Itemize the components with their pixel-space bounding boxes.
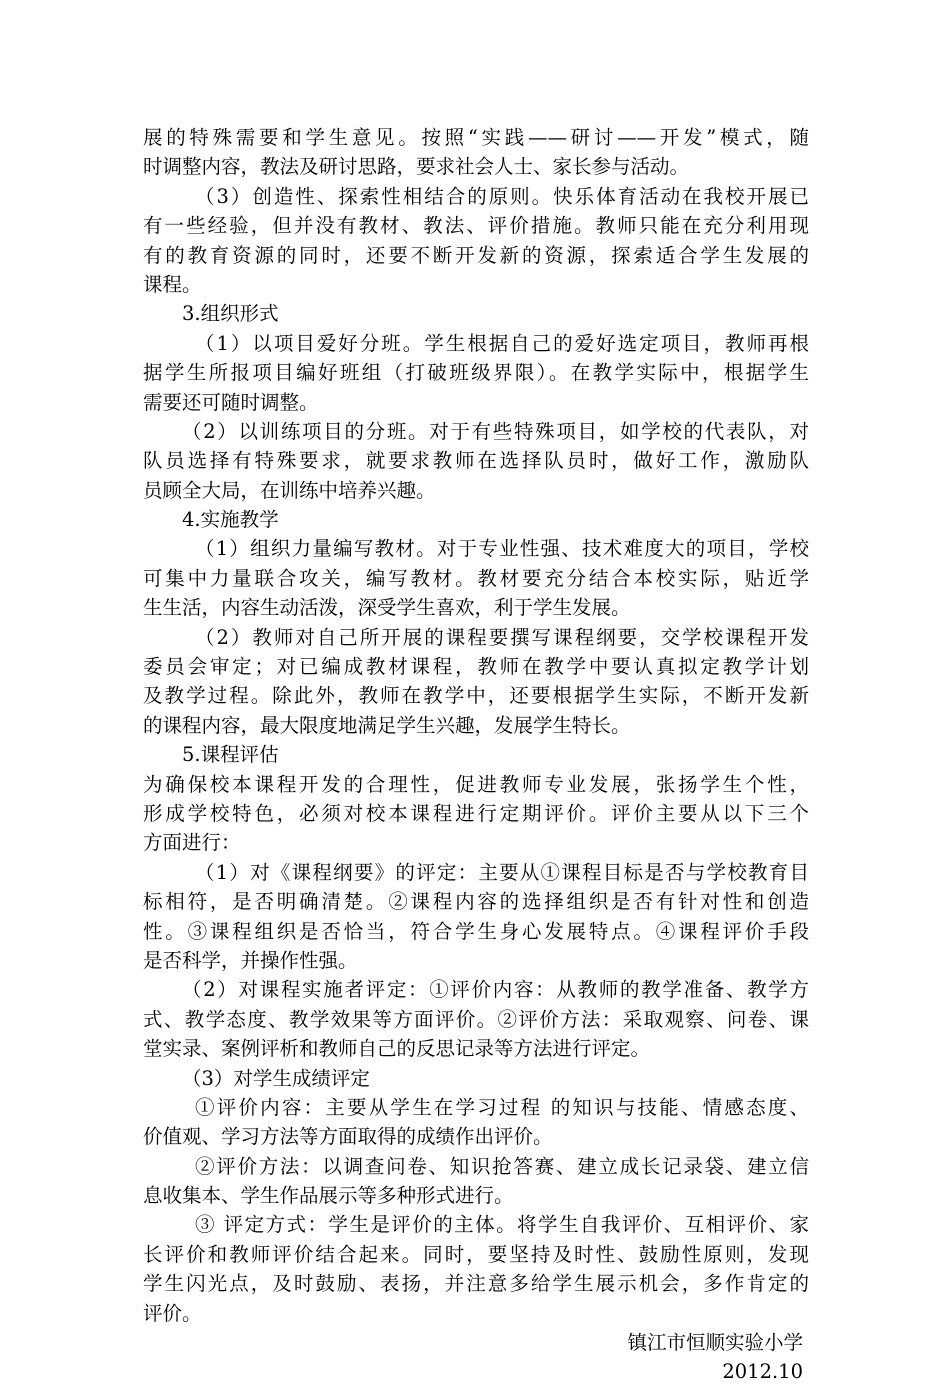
text-line: ③ 评定方式：学生是评价的主体。将学生自我评价、互相评价、家 — [195, 1213, 809, 1237]
text-line: 需要还可随时调整。 — [143, 390, 319, 414]
text-line: 有的教育资源的同时，还要不断开发新的资源，探索适合学生发展的 — [143, 243, 809, 267]
text-line: 队员选择有特殊要求，就要求教师在选择队员时，做好工作，激励队 — [143, 449, 809, 473]
text-line: 式、教学态度、教学效果等方面评价。②评价方法：采取观察、问卷、课 — [143, 1007, 809, 1031]
text-line: 价值观、学习方法等方面取得的成绩作出评价。 — [143, 1125, 553, 1149]
text-line: 学生闪光点，及时鼓励、表扬，并注意多给学生展示机会，多作肯定的 — [143, 1272, 809, 1296]
text-line: （3）对学生成绩评定 — [182, 1066, 370, 1090]
signature-school: 镇江市恒顺实验小学 — [627, 1331, 803, 1355]
document-body — [143, 123, 809, 1387]
text-line: （3）创造性、探索性相结合的原则。快乐体育活动在我校开展已 — [195, 184, 809, 208]
text-line: 生生活，内容生动活泼，深受学生喜欢，利于学生发展。 — [143, 596, 631, 620]
text-line: （1）组织力量编写教材。对于专业性强、技术难度大的项目，学校 — [195, 537, 809, 561]
text-line: 形成学校特色，必须对校本课程进行定期评价。评价主要从以下三个 — [143, 801, 809, 825]
text-line: 课程。 — [143, 272, 202, 296]
text-line: 及教学过程。除此外，教师在教学中，还要根据学生实际，不断开发新 — [143, 684, 809, 708]
text-line: 委员会审定；对已编成教材课程，教师在教学中要认真拟定教学计划 — [143, 655, 809, 679]
text-line: （1）以项目爱好分班。学生根据自己的爱好选定项目，教师再根 — [195, 331, 809, 355]
text-line: 有一些经验，但并没有教材、教法、评价措施。教师只能在充分利用现 — [143, 214, 809, 238]
section-heading: 4.实施教学 — [182, 508, 279, 532]
text-line: 为确保校本课程开发的合理性，促进教师专业发展，张扬学生个性， — [143, 772, 809, 796]
text-line: 可集中力量联合攻关，编写教材。教材要充分结合本校实际，贴近学 — [143, 566, 809, 590]
text-line: 标相符，是否明确清楚。②课程内容的选择组织是否有针对性和创造 — [143, 890, 809, 914]
text-line: 的课程内容，最大限度地满足学生兴趣，发展学生特长。 — [143, 713, 631, 737]
text-line: 长评价和教师评价结合起来。同时，要坚持及时性、鼓励性原则，发现 — [143, 1242, 809, 1266]
section-heading: 3.组织形式 — [182, 302, 279, 326]
signature-date: 2012.10 — [722, 1360, 803, 1384]
text-line: 据学生所报项目编好班组（打破班级界限）。在教学实际中，根据学生 — [143, 361, 809, 385]
text-line: （2）以训练项目的分班。对于有些特殊项目，如学校的代表队，对 — [182, 419, 809, 443]
text-line: 性。③课程组织是否恰当，符合学生身心发展特点。④课程评价手段 — [143, 919, 809, 943]
text-line: 息收集本、学生作品展示等多种形式进行。 — [143, 1184, 514, 1208]
text-line: （1）对《课程纲要》的评定：主要从①课程目标是否与学校教育目 — [195, 860, 809, 884]
text-line: 展的特殊需要和学生意见。按照“实践——研讨——开发”模式，随 — [143, 126, 809, 149]
text-line: 时调整内容，教法及研讨思路，要求社会人士、家长参与活动。 — [143, 155, 690, 179]
text-line: （2）对课程实施者评定：①评价内容：从教师的教学准备、教学方 — [182, 978, 809, 1002]
text-line: ①评价内容：主要从学生在学习过程 的知识与技能、情感态度、 — [195, 1095, 809, 1119]
text-line: 方面进行： — [143, 831, 241, 855]
text-line: （2）教师对自己所开展的课程要撰写课程纲要，交学校课程开发 — [195, 625, 809, 649]
text-line: 是否科学，并操作性强。 — [143, 948, 358, 972]
text-line: ②评价方法：以调查问卷、知识抢答赛、建立成长记录袋、建立信 — [195, 1154, 809, 1178]
text-line: 员顾全大局，在训练中培养兴趣。 — [143, 478, 436, 502]
section-heading: 5.课程评估 — [182, 743, 279, 767]
text-line: 堂实录、案例评析和教师自己的反思记录等方法进行评定。 — [143, 1037, 651, 1061]
text-line: 评价。 — [143, 1301, 202, 1325]
